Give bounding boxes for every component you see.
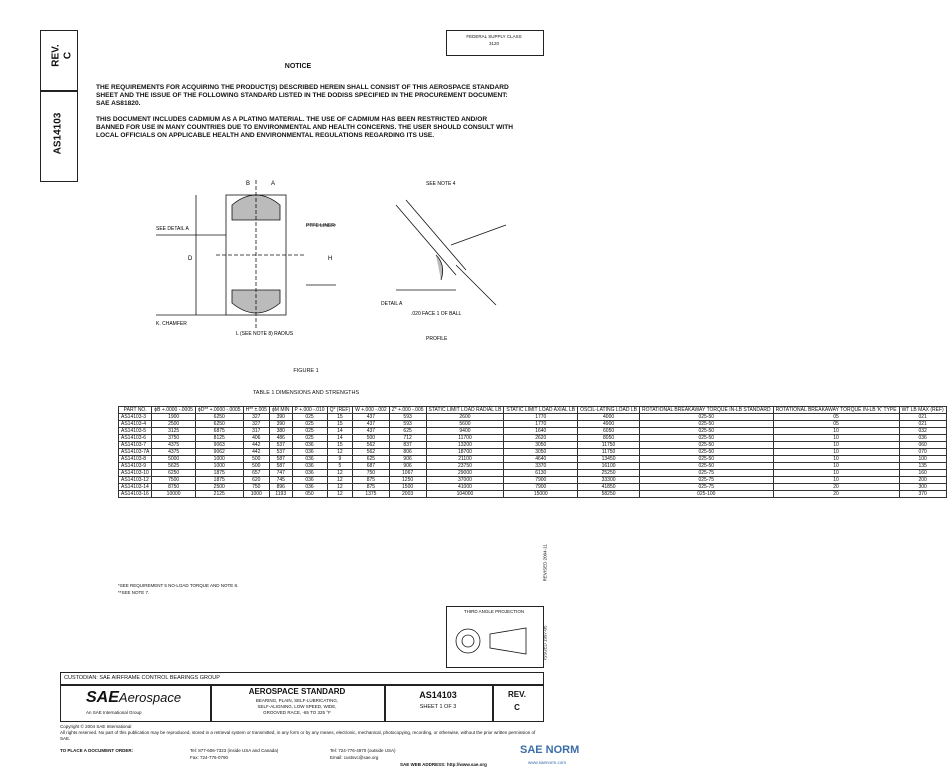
table-cell: 2600 bbox=[426, 414, 504, 421]
table-cell: 25250 bbox=[578, 470, 640, 477]
table-cell: 906 bbox=[389, 456, 426, 463]
table-cell: 41850 bbox=[578, 484, 640, 491]
table-cell: 6250 bbox=[195, 414, 243, 421]
table-cell: 380 bbox=[269, 428, 292, 435]
table-cell: 10 bbox=[773, 449, 899, 456]
table-cell: 657 bbox=[243, 470, 269, 477]
table-cell: 4375 bbox=[152, 449, 196, 456]
table-cell: 036 bbox=[292, 470, 327, 477]
title-rev-label: REV. bbox=[508, 690, 526, 699]
table-cell: 2500 bbox=[195, 484, 243, 491]
table-cell: 593 bbox=[389, 421, 426, 428]
projection-label: THIRD ANGLE PROJECTION bbox=[463, 609, 525, 614]
table-cell: 025 bbox=[292, 428, 327, 435]
footer-email: Email: custsvc@sae.org bbox=[330, 755, 379, 760]
table-cell: 745 bbox=[269, 477, 292, 484]
table-cell: AS14103-3 bbox=[119, 414, 152, 421]
sidebar-doc-number: AS14103 bbox=[52, 112, 64, 155]
table-cell: 036 bbox=[292, 463, 327, 470]
table-cell: 021 bbox=[899, 414, 946, 421]
sae-logo-tag: An SAE International Group bbox=[86, 710, 142, 715]
table-cell: 10 bbox=[773, 463, 899, 470]
table-cell: 200 bbox=[899, 477, 946, 484]
table-cell: 025-50 bbox=[640, 456, 774, 463]
table-cell: 10 bbox=[773, 470, 899, 477]
label-face: .020 FACE 1 OF BALL bbox=[411, 311, 462, 317]
table-cell: 537 bbox=[269, 442, 292, 449]
col-oscillating: OSCIL-LATING LOAD LB bbox=[578, 407, 640, 414]
table-cell: 104000 bbox=[426, 491, 504, 498]
table-cell: 036 bbox=[292, 456, 327, 463]
table-cell: 15 bbox=[327, 414, 353, 421]
col-w: W +.000 -.002 bbox=[353, 407, 390, 414]
table-cell: 1000 bbox=[195, 463, 243, 470]
label-d: D bbox=[188, 256, 193, 262]
col-h: H** ±.005 bbox=[243, 407, 269, 414]
col-z: Z* +.000 -.005 bbox=[389, 407, 426, 414]
table-cell: AS14103-6 bbox=[119, 435, 152, 442]
table-cell: 15 bbox=[327, 442, 353, 449]
table-cell: 562 bbox=[353, 449, 390, 456]
table-cell: 5625 bbox=[152, 463, 196, 470]
table-cell: 025 bbox=[292, 414, 327, 421]
table-cell: 300 bbox=[899, 484, 946, 491]
table-cell: 8750 bbox=[152, 484, 196, 491]
notice-paragraph-1: THE REQUIREMENTS FOR ACQUIRING THE PRODUCT(S) DESCRIBED HEREIN SHALL CONSIST OF THIS AEROSPACE STANDARD SHEET AND THE ISSUE OF THE FOLLOWING STANDARD LISTED IN THE DODISS SPECIFIED IN THE PROCUREMENT DOCUMENT: SAE AS81820. bbox=[96, 84, 509, 107]
table-cell: 2003 bbox=[389, 491, 426, 498]
table-cell: AS14103-8 bbox=[119, 456, 152, 463]
table-cell: 1875 bbox=[195, 477, 243, 484]
table-note-1: *SEE REQUIREMENT 5 NO-LOAD TORQUE AND NOTE 8. bbox=[118, 583, 239, 588]
table-cell: 1000 bbox=[195, 456, 243, 463]
label-ptfe: PTFE LINER bbox=[306, 223, 335, 229]
table-cell: 11750 bbox=[578, 442, 640, 449]
sae-logo-sub: Aerospace bbox=[118, 690, 182, 705]
title-desc-3: GROOVED RACE, -65 TO 325 °F bbox=[263, 710, 331, 715]
fsc-label: FEDERAL SUPPLY CLASS bbox=[466, 34, 522, 39]
table-cell: 442 bbox=[243, 449, 269, 456]
table-cell: 1875 bbox=[195, 470, 243, 477]
table-cell: 036 bbox=[292, 449, 327, 456]
table-cell: 14 bbox=[327, 435, 353, 442]
table-cell: AS14103-4 bbox=[119, 421, 152, 428]
table-cell: 025-50 bbox=[640, 449, 774, 456]
notice-paragraph-2: THIS DOCUMENT INCLUDES CADMIUM AS A PLATING MATERIAL. THE USE OF CADMIUM HAS BEEN RESTRICTED AND/OR BANNED FOR USE IN MANY COUNTRIES DUE TO ENVIRONMENTAL AND HEALTH CONCERNS. THE USER SHOULD CONSULT WITH LOCAL OFFICIALS ON APPLICABLE HEALTH AND ENVIRONMENTAL REGULATIONS REGARDING ITS USE. bbox=[96, 116, 514, 139]
table-cell: 025 bbox=[292, 421, 327, 428]
table-note-2: **SEE NOTE 7. bbox=[118, 590, 150, 595]
table-cell: 1770 bbox=[504, 421, 578, 428]
table-cell: AS14103-5 bbox=[119, 428, 152, 435]
col-torque-k: ROTATIONAL BREAKAWAY TORQUE IN-LB 'K' TYPE bbox=[773, 407, 899, 414]
table-cell: 050 bbox=[292, 491, 327, 498]
table-row bbox=[119, 435, 947, 442]
table-cell: 625 bbox=[353, 456, 390, 463]
title-standard: AEROSPACE STANDARD bbox=[248, 687, 346, 696]
table-cell: 593 bbox=[389, 414, 426, 421]
table-row bbox=[119, 484, 947, 491]
title-desc-1: BEARING, PLAIN, SELF-LUBRICATING, bbox=[255, 698, 339, 703]
table-cell: 58250 bbox=[578, 491, 640, 498]
custodian: CUSTODIAN: SAE AIRFRAME CONTROL BEARINGS GROUP bbox=[64, 675, 220, 681]
table-cell: AS14103-9 bbox=[119, 463, 152, 470]
title-rev-value: C bbox=[514, 703, 520, 712]
table-header-row bbox=[119, 407, 947, 414]
table-cell: 7900 bbox=[504, 477, 578, 484]
table-cell: 032 bbox=[899, 428, 946, 435]
table-cell: 20 bbox=[773, 491, 899, 498]
table-cell: 500 bbox=[353, 435, 390, 442]
table-cell: 7900 bbox=[504, 484, 578, 491]
table-cell: 906 bbox=[389, 463, 426, 470]
table-cell: AS14103-7A bbox=[119, 449, 152, 456]
table-cell: 9063 bbox=[195, 442, 243, 449]
col-b: ϕB +.0000 -.0005 bbox=[152, 407, 196, 414]
table-cell: 11700 bbox=[426, 435, 504, 442]
col-axial: STATIC LIMIT LOAD AXIAL LB bbox=[504, 407, 578, 414]
label-a: A bbox=[271, 181, 276, 187]
dimensions-table-wrap bbox=[118, 406, 947, 498]
table-cell: 562 bbox=[353, 442, 390, 449]
table-cell: 7500 bbox=[152, 477, 196, 484]
table-cell: 13450 bbox=[578, 456, 640, 463]
table-cell: 837 bbox=[389, 442, 426, 449]
table-row bbox=[119, 491, 947, 498]
table-cell: 15000 bbox=[504, 491, 578, 498]
label-radius: L (SEE NOTE 8) RADIUS bbox=[236, 331, 294, 337]
table-cell: 3370 bbox=[504, 463, 578, 470]
table-cell: 33300 bbox=[578, 477, 640, 484]
table-cell: AS14103-16 bbox=[119, 491, 152, 498]
table-cell: 437 bbox=[353, 421, 390, 428]
table-cell: 1193 bbox=[269, 491, 292, 498]
table-cell: 10 bbox=[773, 477, 899, 484]
table-cell: 625 bbox=[389, 428, 426, 435]
table-cell: AS14103-7 bbox=[119, 442, 152, 449]
table-cell: 687 bbox=[353, 463, 390, 470]
sae-logo-main: SAE bbox=[86, 689, 119, 706]
table-cell: 750 bbox=[243, 484, 269, 491]
label-h: H bbox=[328, 256, 333, 262]
table-cell: 12 bbox=[327, 470, 353, 477]
table-row bbox=[119, 442, 947, 449]
table-cell: 2125 bbox=[195, 491, 243, 498]
table-cell: 41000 bbox=[426, 484, 504, 491]
table-cell: 10000 bbox=[152, 491, 196, 498]
table-row bbox=[119, 463, 947, 470]
table-cell: 6250 bbox=[152, 470, 196, 477]
table-cell: 11750 bbox=[578, 449, 640, 456]
footer-tel-2: Tel: 724-776-4970 (outside USA) bbox=[330, 748, 396, 753]
table-cell: 3125 bbox=[152, 428, 196, 435]
table-cell: 025-50 bbox=[640, 414, 774, 421]
table-cell: 5000 bbox=[152, 456, 196, 463]
table-cell: 317 bbox=[243, 428, 269, 435]
table-cell: 13200 bbox=[426, 442, 504, 449]
table-cell: 10 bbox=[773, 456, 899, 463]
table-cell: 896 bbox=[269, 484, 292, 491]
table-cell: 025-50 bbox=[640, 421, 774, 428]
table-cell: 8125 bbox=[195, 435, 243, 442]
table-cell: 587 bbox=[269, 463, 292, 470]
dimensions-table bbox=[118, 406, 947, 498]
table-cell: 390 bbox=[269, 421, 292, 428]
table-cell: 620 bbox=[243, 477, 269, 484]
table-cell: AS14103-10 bbox=[119, 470, 152, 477]
watermark-url: www.saenorm.com bbox=[528, 760, 567, 765]
table-cell: 1500 bbox=[389, 484, 426, 491]
table-cell: 806 bbox=[389, 449, 426, 456]
table-cell: 390 bbox=[269, 414, 292, 421]
table-cell: 3050 bbox=[504, 449, 578, 456]
notice-title: NOTICE bbox=[284, 63, 312, 70]
table-cell: 3750 bbox=[152, 435, 196, 442]
table-cell: 1640 bbox=[504, 428, 578, 435]
table-cell: 712 bbox=[389, 435, 426, 442]
table-cell: 036 bbox=[292, 484, 327, 491]
figure-1-drawing bbox=[96, 165, 536, 360]
issued-date: ISSUED 1997-05 bbox=[542, 625, 548, 661]
table-cell: 10 bbox=[773, 428, 899, 435]
table-cell: 16100 bbox=[578, 463, 640, 470]
sidebar-rev-label: REV. bbox=[50, 44, 62, 67]
notice-body bbox=[96, 84, 516, 148]
table-row bbox=[119, 449, 947, 456]
table-cell: 750 bbox=[353, 470, 390, 477]
table-cell: 6875 bbox=[195, 428, 243, 435]
table-cell: 437 bbox=[353, 414, 390, 421]
table-cell: 23750 bbox=[426, 463, 504, 470]
table-cell: 9400 bbox=[426, 428, 504, 435]
title-sheet: SHEET 1 OF 3 bbox=[419, 704, 457, 710]
watermark-brand: SAE NORM bbox=[520, 744, 580, 756]
table-cell: 025-50 bbox=[640, 442, 774, 449]
table-cell: 4900 bbox=[578, 421, 640, 428]
table-cell: 327 bbox=[243, 421, 269, 428]
table-cell: 135 bbox=[899, 463, 946, 470]
table-cell: 5 bbox=[327, 463, 353, 470]
label-b: B bbox=[246, 181, 251, 187]
table-cell: 15 bbox=[327, 421, 353, 428]
table-cell: 6130 bbox=[504, 470, 578, 477]
table-cell: 875 bbox=[353, 477, 390, 484]
label-detail-a: DETAIL A bbox=[381, 301, 403, 307]
table-cell: 160 bbox=[899, 470, 946, 477]
table-row bbox=[119, 470, 947, 477]
table-cell: 12 bbox=[327, 491, 353, 498]
table-cell: 036 bbox=[292, 442, 327, 449]
table-cell: 060 bbox=[899, 442, 946, 449]
table-cell: 070 bbox=[899, 449, 946, 456]
table-cell: 12 bbox=[327, 449, 353, 456]
col-weight: WT LB MAX (REF) bbox=[899, 407, 946, 414]
col-m: ϕM MIN bbox=[269, 407, 292, 414]
col-torque-standard: ROTATIONAL BREAKAWAY TORQUE IN-LB STANDARD bbox=[640, 407, 774, 414]
title-desc-2: SELF-ALIGNING, LOW SPEED, WIDE, bbox=[257, 704, 337, 709]
table-cell: 05 bbox=[773, 414, 899, 421]
col-part-no: PART NO. bbox=[119, 407, 152, 414]
table-cell: 1375 bbox=[353, 491, 390, 498]
table-row bbox=[119, 414, 947, 421]
table-cell: 1900 bbox=[152, 414, 196, 421]
table-cell: 025-100 bbox=[640, 491, 774, 498]
table-cell: 025 bbox=[292, 435, 327, 442]
table-cell: 025-75 bbox=[640, 477, 774, 484]
footer-web: SAE WEB ADDRESS: http://www.sae.org bbox=[400, 762, 487, 767]
table-cell: 05 bbox=[773, 421, 899, 428]
table-cell: 3050 bbox=[504, 442, 578, 449]
table-row bbox=[119, 428, 947, 435]
table-cell: 8050 bbox=[578, 435, 640, 442]
footer-fax: Fax: 724-776-0790 bbox=[190, 755, 229, 760]
table-cell: 4640 bbox=[504, 456, 578, 463]
table-cell: 12 bbox=[327, 484, 353, 491]
table-cell: 587 bbox=[269, 456, 292, 463]
table-cell: 6250 bbox=[195, 421, 243, 428]
table-cell: 1770 bbox=[504, 414, 578, 421]
table-cell: 4000 bbox=[578, 414, 640, 421]
table-cell: 437 bbox=[353, 428, 390, 435]
table-cell: 20 bbox=[773, 484, 899, 491]
table-cell: 036 bbox=[292, 477, 327, 484]
table-cell: 5600 bbox=[426, 421, 504, 428]
table-row bbox=[119, 421, 947, 428]
table-cell: 10 bbox=[773, 435, 899, 442]
label-chamfer: K. CHAMFER bbox=[156, 321, 187, 327]
table-cell: 747 bbox=[269, 470, 292, 477]
table-row bbox=[119, 456, 947, 463]
revised-date: REVISED 2004-11 bbox=[542, 544, 548, 582]
table-cell: 100 bbox=[899, 456, 946, 463]
table-cell: 406 bbox=[243, 435, 269, 442]
label-note4: SEE NOTE 4 bbox=[426, 181, 456, 187]
table-cell: 370 bbox=[899, 491, 946, 498]
footer-copyright: Copyright © 2004 SAE International bbox=[60, 724, 132, 729]
label-profile: PROFILE bbox=[426, 336, 448, 342]
footer-rights: All rights reserved. No part of this publication may be reproduced, stored in a retrieval system or transmitted, in any form or by any means, electronic, mechanical, photocopying, recording, or otherwise, without the prior written permission of SAE. bbox=[60, 730, 536, 741]
table-cell: 025-50 bbox=[640, 428, 774, 435]
table-cell: 025-75 bbox=[640, 484, 774, 491]
table-cell: 025-50 bbox=[640, 463, 774, 470]
table-cell: 875 bbox=[353, 484, 390, 491]
col-radial: STATIC LIMIT LOAD RADIAL LB bbox=[426, 407, 504, 414]
table-cell: 4375 bbox=[152, 442, 196, 449]
table-cell: 1000 bbox=[243, 491, 269, 498]
table-title: TABLE 1 DIMENSIONS AND STRENGTHS bbox=[252, 390, 360, 396]
table-cell: AS14103-14 bbox=[119, 484, 152, 491]
table-cell: 486 bbox=[269, 435, 292, 442]
table-cell: 327 bbox=[243, 414, 269, 421]
table-cell: AS14103-12 bbox=[119, 477, 152, 484]
col-d: ϕD** +.0000 -.0005 bbox=[195, 407, 243, 414]
table-cell: 500 bbox=[243, 463, 269, 470]
table-cell: 21100 bbox=[426, 456, 504, 463]
table-cell: 9062 bbox=[195, 449, 243, 456]
table-cell: 2620 bbox=[504, 435, 578, 442]
table-cell: 021 bbox=[899, 421, 946, 428]
table-cell: 442 bbox=[243, 442, 269, 449]
title-doc-number: AS14103 bbox=[419, 690, 457, 700]
table-cell: 6050 bbox=[578, 428, 640, 435]
table-cell: 1067 bbox=[389, 470, 426, 477]
table-cell: 025-75 bbox=[640, 470, 774, 477]
table-cell: 18700 bbox=[426, 449, 504, 456]
projection-symbol bbox=[450, 620, 538, 662]
col-p: P +.000 -.010 bbox=[292, 407, 327, 414]
table-cell: 1250 bbox=[389, 477, 426, 484]
label-detail: SEE DETAIL A bbox=[156, 226, 189, 232]
table-cell: 537 bbox=[269, 449, 292, 456]
table-cell: 2500 bbox=[152, 421, 196, 428]
table-cell: 025-50 bbox=[640, 435, 774, 442]
table-row bbox=[119, 477, 947, 484]
col-q: Q* (REF) bbox=[327, 407, 353, 414]
sidebar-rev-value: C bbox=[62, 51, 74, 60]
sae-logo bbox=[86, 689, 181, 707]
table-cell: 37000 bbox=[426, 477, 504, 484]
footer-tel-1: Tel: 877-606-7323 (inside USA and Canada) bbox=[190, 748, 279, 753]
table-cell: 036 bbox=[899, 435, 946, 442]
table-cell: 10 bbox=[773, 442, 899, 449]
table-body bbox=[119, 414, 947, 498]
table-cell: 14 bbox=[327, 428, 353, 435]
figure-caption: FIGURE 1 bbox=[293, 368, 319, 374]
table-cell: 12 bbox=[327, 477, 353, 484]
fsc-value: 3120 bbox=[488, 41, 499, 46]
table-cell: 29000 bbox=[426, 470, 504, 477]
footer-order-label: TO PLACE A DOCUMENT ORDER: bbox=[60, 748, 134, 753]
table-cell: 9 bbox=[327, 456, 353, 463]
table-cell: 500 bbox=[243, 456, 269, 463]
